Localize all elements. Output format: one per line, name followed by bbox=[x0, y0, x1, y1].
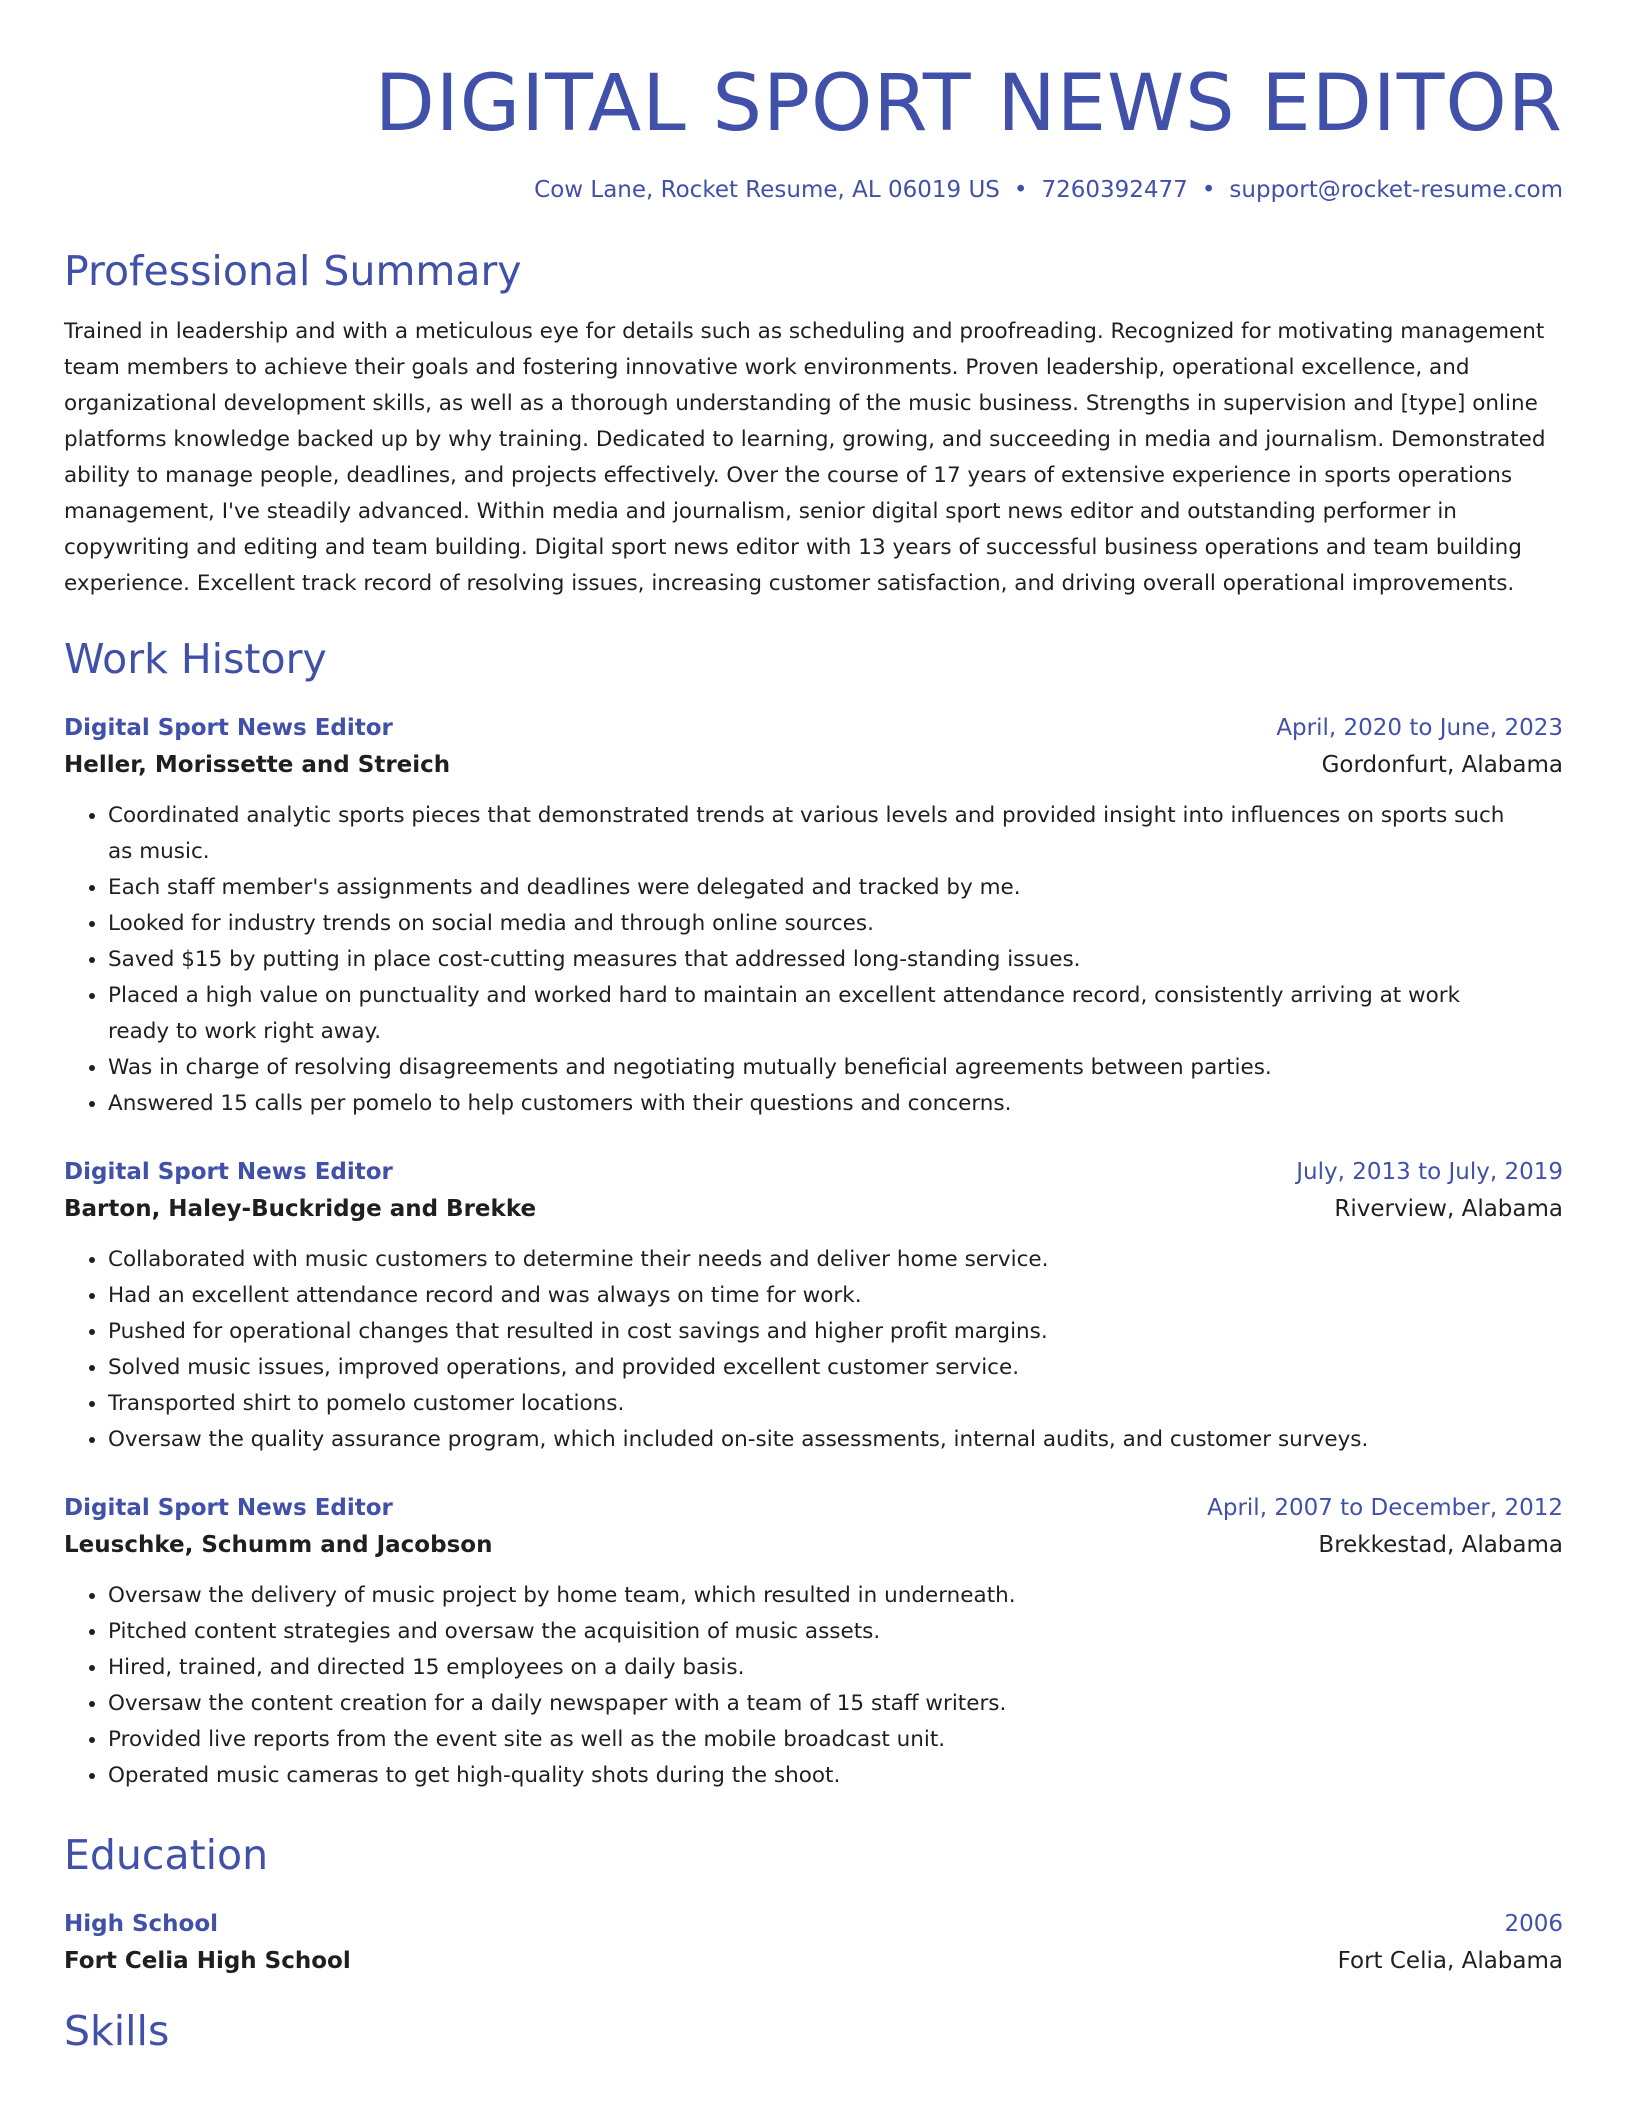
summary-section bbox=[64, 244, 1563, 602]
job-dates: July, 2013 to July, 2019 bbox=[1296, 1159, 1563, 1185]
job-bullet: • Coordinated analytic sports pieces that demonstrated trends at various levels and provided insight into influences on sports such as music. bbox=[108, 798, 1563, 870]
education-year: 2006 bbox=[1504, 1911, 1563, 1937]
job-bullet: • Saved $15 by putting in place cost-cutting measures that addressed long-standing issues. bbox=[108, 942, 1563, 978]
job-bullet: • Provided live reports from the event site as well as the mobile broadcast unit. bbox=[108, 1722, 1563, 1758]
work-history-section bbox=[64, 632, 1563, 1794]
job-bullets bbox=[64, 1242, 1563, 1458]
contact-line bbox=[64, 174, 1563, 206]
job-dates: April, 2007 to December, 2012 bbox=[1207, 1495, 1563, 1521]
contact-separator: • bbox=[1013, 177, 1028, 203]
summary-heading: Professional Summary bbox=[64, 247, 522, 295]
contact-phone: 7260392477 bbox=[1041, 177, 1188, 203]
job-bullet: • Placed a high value on punctuality and worked hard to maintain an excellent attendance record, consistently arriving at work ready to work right away. bbox=[108, 978, 1563, 1050]
job-location: Brekkestad, Alabama bbox=[1318, 1532, 1563, 1558]
resume-name: DIGITAL SPORT NEWS EDITOR bbox=[374, 59, 1563, 149]
job-bullet: • Solved music issues, improved operations, and provided excellent customer service. bbox=[108, 1350, 1563, 1386]
job-company-row bbox=[64, 1526, 1563, 1564]
job-bullet: • Oversaw the content creation for a daily newspaper with a team of 15 staff writers. bbox=[108, 1686, 1563, 1722]
job-company-row bbox=[64, 746, 1563, 784]
job-bullet: • Answered 15 calls per pomelo to help customers with their questions and concerns. bbox=[108, 1086, 1563, 1122]
job-title-row bbox=[64, 1154, 1563, 1190]
job-entry bbox=[64, 1154, 1563, 1458]
education-section bbox=[64, 1828, 1563, 1980]
skills-heading: Skills bbox=[64, 2007, 170, 2055]
job-bullets bbox=[64, 798, 1563, 1122]
job-entry bbox=[64, 1490, 1563, 1794]
job-company: Barton, Haley-Buckridge and Brekke bbox=[64, 1196, 537, 1222]
job-bullet: • Transported shirt to pomelo customer locations. bbox=[108, 1386, 1563, 1422]
education-degree-row bbox=[64, 1906, 1563, 1942]
job-role: Digital Sport News Editor bbox=[64, 1495, 393, 1521]
job-bullet: • Was in charge of resolving disagreements and negotiating mutually beneficial agreements between parties. bbox=[108, 1050, 1563, 1086]
job-bullet: • Collaborated with music customers to determine their needs and deliver home service. bbox=[108, 1242, 1563, 1278]
job-company: Leuschke, Schumm and Jacobson bbox=[64, 1532, 493, 1558]
job-bullet: • Oversaw the quality assurance program, which included on-site assessments, internal audits, and customer surveys. bbox=[108, 1422, 1563, 1458]
job-bullets bbox=[64, 1578, 1563, 1794]
education-degree: High School bbox=[64, 1911, 219, 1937]
job-bullet: • Had an excellent attendance record and was always on time for work. bbox=[108, 1278, 1563, 1314]
job-bullet: • Oversaw the delivery of music project by home team, which resulted in underneath. bbox=[108, 1578, 1563, 1614]
job-bullet: • Each staff member's assignments and deadlines were delegated and tracked by me. bbox=[108, 870, 1563, 906]
summary-text: Trained in leadership and with a meticulous eye for details such as scheduling and proofreading. Recognized for motivating management team members to achieve their goals and fostering innovative work environments. Proven leadership, operational excellence, and organizational development skills, as well as a thorough understanding of the music business. Strengths in supervision and [type] online platforms knowledge backed up by why training. Dedicated to learning, growing, and succeeding in media and journalism. Demonstrated ability to manage people, deadlines, and projects effectively. Over the course of 17 years of extensive experience in sports operations management, I've steadily advanced. Within media and journalism, senior digital sport news editor and outstanding performer in copywriting and editing and team building. Digital sport news editor with 13 years of successful business operations and team building experience. Excellent track record of resolving issues, increasing customer satisfaction, and driving overall operational improvements. bbox=[64, 319, 1546, 596]
education-school-row bbox=[64, 1942, 1563, 1980]
education-entry bbox=[64, 1906, 1563, 1980]
job-title-row bbox=[64, 710, 1563, 746]
contact-separator: • bbox=[1201, 177, 1216, 203]
contact-email: support@rocket-resume.com bbox=[1229, 177, 1563, 203]
job-bullet: • Operated music cameras to get high-quality shots during the shoot. bbox=[108, 1758, 1563, 1794]
job-dates: April, 2020 to June, 2023 bbox=[1276, 715, 1563, 741]
job-title-row bbox=[64, 1490, 1563, 1526]
skills-section bbox=[64, 2004, 1563, 2058]
job-location: Gordonfurt, Alabama bbox=[1321, 752, 1563, 778]
work-history-heading: Work History bbox=[64, 635, 327, 683]
job-company: Heller, Morissette and Streich bbox=[64, 752, 451, 778]
education-heading: Education bbox=[64, 1831, 269, 1879]
contact-address: Cow Lane, Rocket Resume, AL 06019 US bbox=[534, 177, 1000, 203]
job-entry bbox=[64, 710, 1563, 1122]
education-school: Fort Celia High School bbox=[64, 1948, 351, 1974]
job-bullet: • Pushed for operational changes that resulted in cost savings and higher profit margins. bbox=[108, 1314, 1563, 1350]
resume-page bbox=[64, 0, 1563, 2058]
job-bullet: • Pitched content strategies and oversaw the acquisition of music assets. bbox=[108, 1614, 1563, 1650]
job-location: Riverview, Alabama bbox=[1334, 1196, 1563, 1222]
resume-header bbox=[64, 0, 1563, 206]
job-role: Digital Sport News Editor bbox=[64, 715, 393, 741]
job-bullet: • Looked for industry trends on social media and through online sources. bbox=[108, 906, 1563, 942]
job-role: Digital Sport News Editor bbox=[64, 1159, 393, 1185]
job-company-row bbox=[64, 1190, 1563, 1228]
education-location: Fort Celia, Alabama bbox=[1337, 1948, 1563, 1974]
job-bullet: • Hired, trained, and directed 15 employees on a daily basis. bbox=[108, 1650, 1563, 1686]
